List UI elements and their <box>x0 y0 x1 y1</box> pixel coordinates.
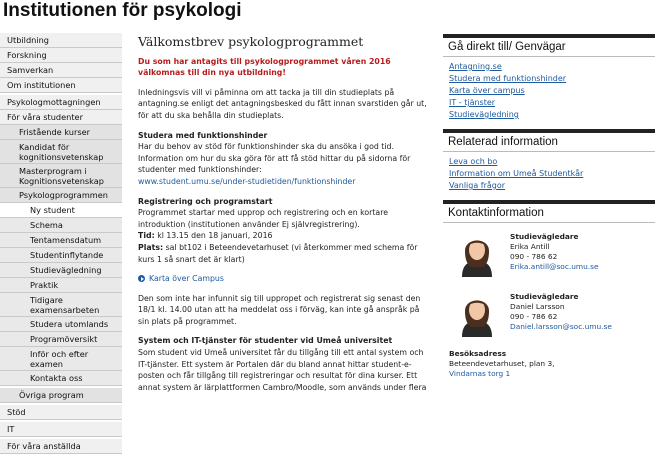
contact-phone: 090 - 786 62 <box>510 252 558 261</box>
nav-infor-efter-examen[interactable]: Inför och efter examen <box>0 347 122 371</box>
lead-text: Du som har antagits till psykologprogrammet våren 2016 välkomnas till din nya utbildning! <box>138 56 391 78</box>
avatar <box>456 231 498 277</box>
disability-heading: Studera med funktionshinder <box>138 130 268 140</box>
nav-kontakta-oss[interactable]: Kontakta oss <box>0 371 122 386</box>
nav-tentamensdatum[interactable]: Tentamensdatum <box>0 233 122 248</box>
time-label: Tid: <box>138 231 155 241</box>
quick-link-it[interactable]: IT - tjänster <box>449 98 496 107</box>
quick-link-karta[interactable]: Karta över campus <box>449 86 525 95</box>
nav-ovriga-program[interactable]: Övriga program <box>0 388 122 403</box>
time-value: kl 13.15 den 18 januari, 2016 <box>157 231 273 241</box>
right-sidebar <box>443 34 655 387</box>
related-link-fragor[interactable]: Vanliga frågor <box>449 181 506 190</box>
site-title[interactable]: Institutionen för psykologi <box>3 0 242 21</box>
nav-om-institutionen[interactable]: Om institutionen <box>0 78 122 93</box>
place-value: sal bt102 i Beteendevetarhuset (vi återkommer med schema för kurs 1 så snart det är klart) <box>138 242 418 264</box>
arrow-right-icon <box>138 275 145 282</box>
nav-for-vara-anstallda[interactable]: För våra anställda <box>0 439 122 454</box>
nav-forskning[interactable]: Forskning <box>0 48 122 63</box>
contact-person <box>443 229 655 289</box>
contact-name: Daniel Larsson <box>510 302 565 311</box>
campus-map-link[interactable] <box>138 273 428 285</box>
nav-praktik[interactable]: Praktik <box>0 278 122 293</box>
nav-it[interactable]: IT <box>0 422 122 437</box>
nav-psykologprogrammen[interactable]: Psykologprogrammen <box>0 188 122 203</box>
main-content <box>138 36 428 401</box>
contact-role: Studievägledare <box>510 292 579 301</box>
nav-master[interactable]: Masterprogram i Kognitionsvetenskap <box>0 164 122 188</box>
contact-box <box>443 200 655 379</box>
nav-studentinflytande[interactable]: Studentinflytande <box>0 248 122 263</box>
no-show-text: Den som inte har infunnit sig till uppropet och registrerat sig senast den 18/1 kl. 14.00 utan att ha meddelat oss i förväg, kan inte gå anspråk på sin plats på programmet. <box>138 293 421 326</box>
nav-ny-student[interactable]: Ny student <box>0 203 122 218</box>
visit-address <box>443 349 655 379</box>
it-text: Som student vid Umeå universitet får du tillgång till ett antal system och IT-tjänster. Ett system är Portalen där du bland annat hittar student-e-posten och får tillgång till registreringar och resultat för dina kurser. Ett annat system är lärplattformen Cambro/Moodle, som används under flera <box>138 348 427 392</box>
it-heading: System och IT-tjänster för studenter vid Umeå universitet <box>138 336 393 346</box>
registration-heading: Registrering och programstart <box>138 196 273 206</box>
nav-samverkan[interactable]: Samverkan <box>0 63 122 78</box>
campus-map-label[interactable]: Karta över Campus <box>149 274 224 284</box>
contact-email[interactable]: Erika.antill@soc.umu.se <box>510 262 599 271</box>
contact-person <box>443 289 655 349</box>
nav-studera-utomlands[interactable]: Studera utomlands <box>0 317 122 332</box>
nav-fristaende-kurser[interactable]: Fristående kurser <box>0 125 122 140</box>
registration-text: Programmet startar med upprop och registrering och en kortare introduktion (institutionen använder Ej självregistrering). <box>138 208 389 229</box>
nav-kandidat[interactable]: Kandidat för kognitionsvetenskap <box>0 140 122 164</box>
nav-schema[interactable]: Schema <box>0 218 122 233</box>
contact-title: Kontaktinformation <box>443 204 655 223</box>
nav-studievagledning[interactable]: Studievägledning <box>0 263 122 278</box>
contact-details <box>510 232 599 272</box>
contact-role: Studievägledare <box>510 232 579 241</box>
avatar <box>456 291 498 337</box>
quick-link-antagning[interactable]: Antagning.se <box>449 62 502 71</box>
nav-psykologmottagningen[interactable]: Psykologmottagningen <box>0 95 122 110</box>
nav-programoversikt[interactable]: Programöversikt <box>0 332 122 347</box>
page-title: Välkomstbrev psykologprogrammet <box>138 34 364 49</box>
contact-details <box>510 292 612 332</box>
left-navigation <box>0 33 122 454</box>
quick-links-box <box>443 34 655 121</box>
contact-email[interactable]: Daniel.larsson@soc.umu.se <box>510 322 612 331</box>
nav-tidigare-examensarbeten[interactable]: Tidigare examensarbeten <box>0 293 122 317</box>
contact-phone: 090 - 786 62 <box>510 312 558 321</box>
related-link-leva[interactable]: Leva och bo <box>449 157 498 166</box>
quick-links-title: Gå direkt till/ Genvägar <box>443 38 655 57</box>
visit-address-text: Beteendevetarhuset, plan 3, <box>449 359 555 368</box>
visit-label: Besöksadress <box>449 349 507 358</box>
disability-link[interactable]: www.student.umu.se/under-studietiden/funktionshinder <box>138 176 356 186</box>
quick-link-funktionshinder[interactable]: Studera med funktionshinder <box>449 74 567 83</box>
contact-name: Erika Antill <box>510 242 550 251</box>
quick-link-studievagledning[interactable]: Studievägledning <box>449 110 519 119</box>
nav-utbildning[interactable]: Utbildning <box>0 33 122 48</box>
visit-street-link[interactable]: Vindarnas torg 1 <box>449 369 511 378</box>
related-box <box>443 129 655 192</box>
disability-text: Har du behov av stöd för funktionshinder ska du ansöka i god tid. Information om hur du ska göra för att få stöd hittar du på sidorna för studenter med funktionshinder: <box>138 142 411 175</box>
intro-text: Inledningsvis vill vi påminna om att tacka ja till din studieplats på antagning.se enligt det antagningsbesked du fått innan svarstiden går ut, för att du ska behålla din studieplats. <box>138 87 427 120</box>
nav-for-vara-studenter[interactable]: För våra studenter <box>0 110 122 125</box>
related-title: Relaterad information <box>443 133 655 152</box>
related-link-studentkar[interactable]: Information om Umeå Studentkår <box>449 169 584 178</box>
place-label: Plats: <box>138 242 164 252</box>
nav-stod[interactable]: Stöd <box>0 405 122 420</box>
